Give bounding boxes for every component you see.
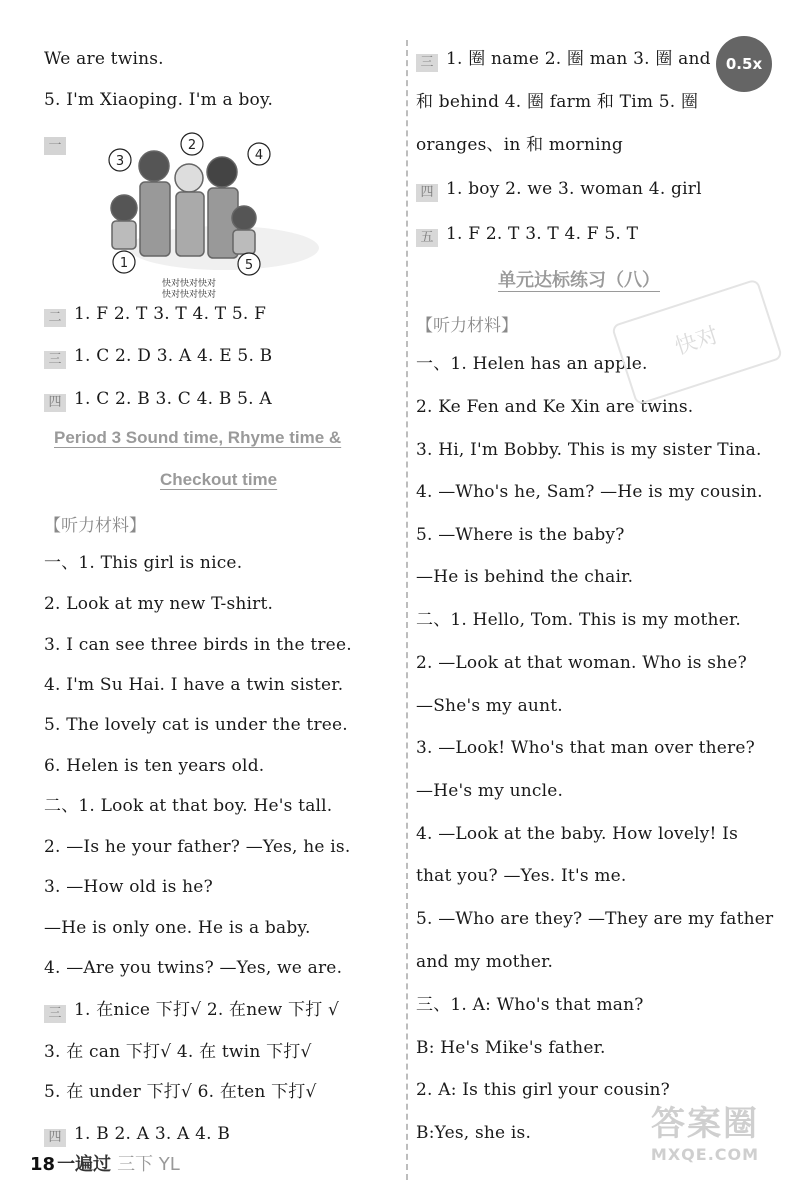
badge-icon: 四 <box>44 1129 66 1147</box>
watermark <box>620 1096 790 1196</box>
figure-caption: 快对快对快对 <box>161 279 217 289</box>
text-line: 2. Look at my new T-shirt. <box>44 594 274 614</box>
answer-line: 四 1. B 2. A 3. A 4. B <box>44 1122 230 1147</box>
text-line: 4. —Look at the baby. How lovely! Is <box>416 824 739 844</box>
listening-label: 【听力材料】 <box>416 316 518 336</box>
text-line: 3. —Look! Who's that man over there? <box>416 738 755 758</box>
text-line: B:Yes, she is. <box>416 1123 532 1143</box>
text-line: 4. —Who's he, Sam? —He is my cousin. <box>416 482 763 502</box>
badge-icon: 四 <box>416 184 438 202</box>
text-line: 二、1. Look at that boy. He's tall. <box>44 796 333 816</box>
page-number: 18 <box>30 1154 56 1175</box>
text-line: 2. —Look at that woman. Who is she? <box>416 653 747 673</box>
text-line: 4. —Are you twins? —Yes, we are. <box>44 958 343 978</box>
text-line: 一、1. This girl is nice. <box>44 553 243 573</box>
text-line: B: He's Mike's father. <box>416 1038 606 1058</box>
figure-label-3: 3 <box>115 154 125 169</box>
figure-label-1: 1 <box>119 256 129 271</box>
text-line: 5. The lovely cat is under the tree. <box>44 715 348 735</box>
answer-line: 三 1. 圈 name 2. 圈 man 3. 圈 and <box>416 47 711 72</box>
period-title: Period 3 Sound time, Rhyme time & <box>54 428 342 447</box>
badge-icon: 一 <box>44 137 66 155</box>
text-line: 2. —Is he your father? —Yes, he is. <box>44 837 351 857</box>
text-line: 3. I can see three birds in the tree. <box>44 635 352 655</box>
text-line: —He's my uncle. <box>416 781 564 801</box>
text-line: 5. —Who are they? —They are my father <box>416 909 774 929</box>
answer-line: 和 behind 4. 圈 farm 和 Tim 5. 圈 <box>416 92 699 112</box>
period-title-2: Checkout time <box>160 470 278 489</box>
answer-line: 3. 在 can 下打√ 4. 在 twin 下打√ <box>44 1042 312 1062</box>
text-line: 2. A: Is this girl your cousin? <box>416 1080 670 1100</box>
answer-line: 四 1. C 2. B 3. C 4. B 5. A <box>44 387 272 412</box>
section-badge-yi <box>44 130 74 155</box>
text-line: 2. Ke Fen and Ke Xin are twins. <box>416 397 694 417</box>
text-line: 一、1. Helen has an apple. <box>416 354 648 374</box>
figure-label-2: 2 <box>187 138 197 153</box>
text-line: that you? —Yes. It's me. <box>416 866 627 886</box>
badge-icon: 四 <box>44 394 66 412</box>
text-line: 三、1. A: Who's that man? <box>416 995 644 1015</box>
badge-icon: 三 <box>416 54 438 72</box>
listening-label: 【听力材料】 <box>44 516 146 536</box>
text-line: —He is behind the chair. <box>416 567 634 587</box>
badge-icon: 五 <box>416 229 438 247</box>
text-line: 6. Helen is ten years old. <box>44 756 265 776</box>
text-line: 二、1. Hello, Tom. This is my mother. <box>416 610 742 630</box>
text-line: 3. —How old is he? <box>44 877 213 897</box>
badge-icon: 二 <box>44 309 66 327</box>
brand-logo: 一遍过 <box>57 1154 112 1175</box>
text-line: 3. Hi, I'm Bobby. This is my sister Tina. <box>416 440 762 460</box>
text-line: 5. —Where is the baby? <box>416 525 625 545</box>
figure-label-4: 4 <box>254 148 264 163</box>
watermark-stamp: 快对 <box>611 278 783 405</box>
badge-icon: 三 <box>44 351 66 369</box>
text-line: —She's my aunt. <box>416 696 563 716</box>
figure-label-5: 5 <box>244 258 254 273</box>
answer-line: 四 1. boy 2. we 3. woman 4. girl <box>416 177 702 202</box>
answer-line: oranges、in 和 morning <box>416 135 624 155</box>
grade-label: 三下 YL <box>117 1154 180 1175</box>
badge-icon: 三 <box>44 1005 66 1023</box>
watermark-logo: 答案圈 <box>651 1104 759 1144</box>
text-line: 5. I'm Xiaoping. I'm a boy. <box>44 90 274 110</box>
watermark-url: MXQE.COM <box>650 1145 760 1164</box>
text-line: 4. I'm Su Hai. I have a twin sister. <box>44 675 344 695</box>
text-line: We are twins. <box>44 49 164 69</box>
answer-line: 二 1. F 2. T 3. T 4. T 5. F <box>44 302 266 327</box>
family-illustration <box>104 128 334 300</box>
answer-line: 5. 在 under 下打√ 6. 在ten 下打√ <box>44 1082 317 1102</box>
text-line: —He is only one. He is a baby. <box>44 918 311 938</box>
answer-line: 五 1. F 2. T 3. T 4. F 5. T <box>416 222 638 247</box>
answer-line: 三 1. 在nice 下打√ 2. 在new 下打 √ <box>44 998 339 1023</box>
column-divider <box>406 40 408 1180</box>
page-footer <box>30 1150 180 1176</box>
answer-line: 三 1. C 2. D 3. A 4. E 5. B <box>44 344 272 369</box>
unit-section-title: 单元达标练习（八） <box>498 270 660 291</box>
text-line: and my mother. <box>416 952 554 972</box>
zoom-level-button[interactable]: 0.5x <box>716 36 772 92</box>
figure-caption: 快对快对快对 <box>161 290 217 300</box>
